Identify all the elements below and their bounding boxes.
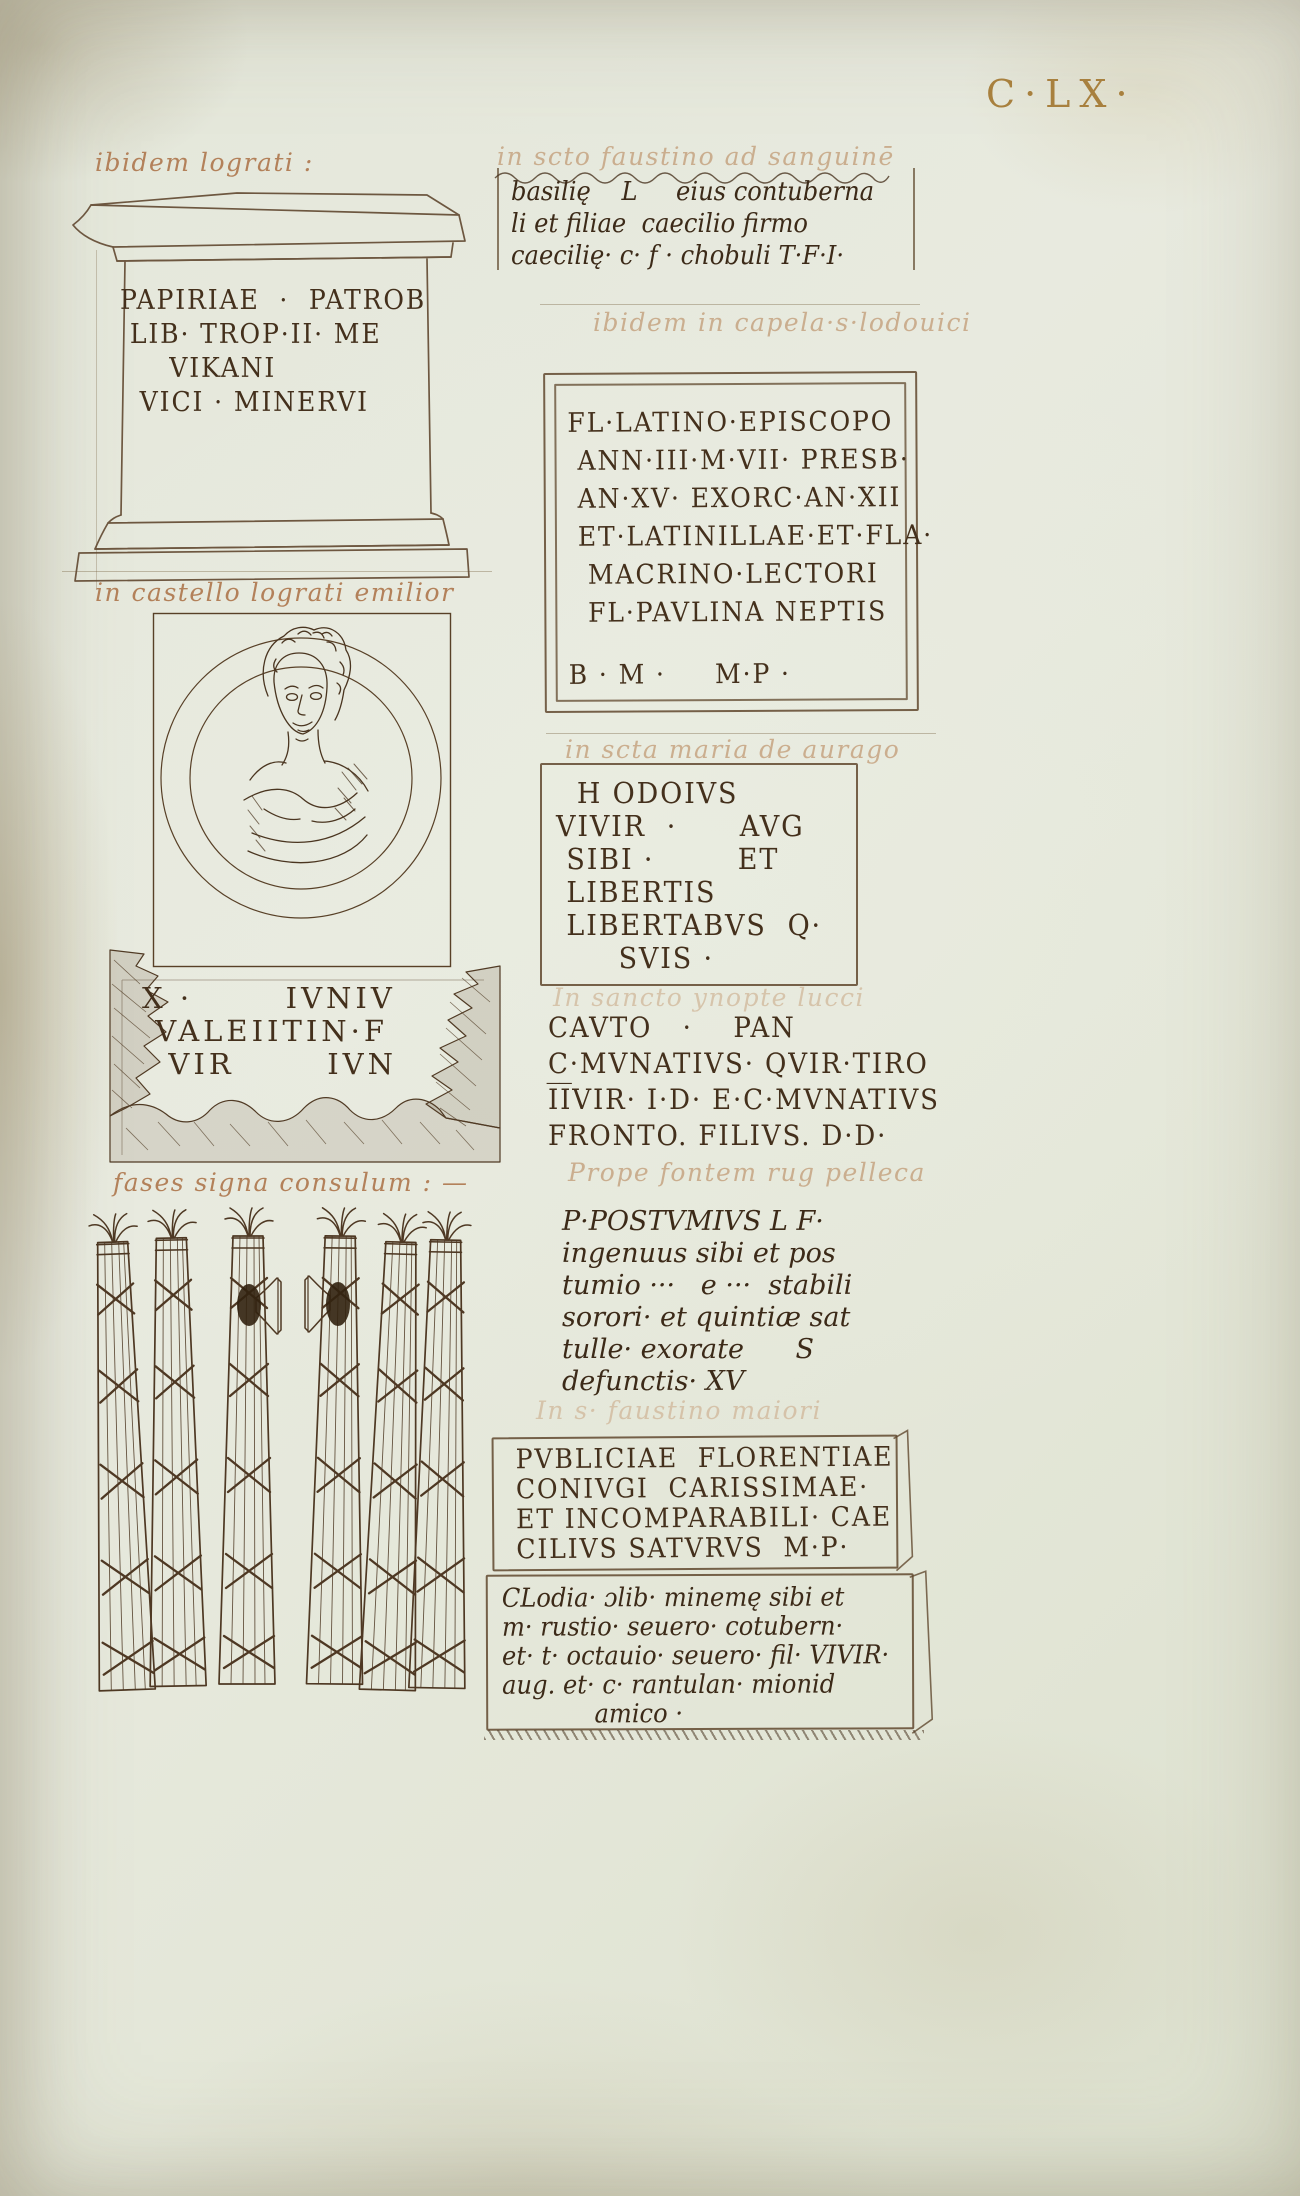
inscription-line: m· rustio· seuero· cotubern·: [501, 1611, 844, 1643]
inscription-line: SVIS ·: [556, 941, 714, 975]
inscription-line: PAPIRIAE · PATROB: [120, 285, 427, 316]
inscription-line: LIBERTIS: [556, 875, 717, 909]
inscription-line: AN·XV· EXORC·AN·XII: [567, 482, 902, 515]
inscription-line: MACRINO·LECTORI: [568, 558, 879, 591]
inscription-line: B · M · M·P ·: [568, 658, 791, 691]
rubric-fases-signa: fases signa consulum : —: [113, 1168, 469, 1197]
inscription-line: VIKANI: [120, 353, 277, 384]
inscription-line: et· t· octauio· seuero· fil· VIVIR·: [501, 1640, 890, 1672]
inscription-line: ET·LATINILLAE·ET·FLA·: [567, 519, 934, 553]
ruling-line: [540, 304, 920, 305]
inscription-line: ingenuus sibi et pos: [562, 1238, 836, 1269]
inscription-line: PVBLICIAE FLORENTIAE: [515, 1441, 894, 1476]
inscription-line: ANN·III·M·VII· PRESB·: [567, 444, 910, 477]
rubric-ibidem-in-capela: ibidem in capela·s·lodouici: [593, 308, 972, 337]
inscription-plaque-clodia: [486, 1573, 915, 1730]
inscription-line: sorori· et quintiæ sat: [562, 1302, 851, 1333]
inscription-basilie: [497, 168, 915, 270]
inscription-line: VIR IVN: [142, 1047, 397, 1081]
inscription-line: LIB· TROP·II· ME: [120, 319, 382, 350]
inscription-line: VALEIITIN·F: [142, 1014, 388, 1048]
rubric-in-sancto: In sancto ynopte lucci: [553, 983, 865, 1012]
inscription-line: H ODOIVS: [556, 776, 739, 810]
inscription-line: CAVTO · PAN: [548, 1011, 796, 1044]
axe-head-right: [237, 1278, 281, 1334]
bust-drawing: [244, 627, 368, 862]
inscription-line: CILIVS SATVRVS M·P·: [516, 1531, 850, 1566]
inscription-line: C·MVNATIVS· QVIR·TIRO: [548, 1047, 929, 1080]
rubric-in-castello: in castello lograti emilior: [95, 578, 455, 607]
rubric-in-scto-faustino: in scto faustino ad sanguinē: [497, 142, 895, 171]
inscription-line: aug. et· c· rantulan· mionid: [502, 1669, 836, 1701]
inscription-line: P·POSTVMIVS L F·: [562, 1206, 824, 1237]
inscription-iunius: [142, 982, 397, 1081]
inscription-line: SIBI · ET: [556, 842, 780, 876]
inscription-munatius: [548, 1010, 940, 1154]
inscription-line: VICI · MINERVI: [120, 387, 369, 418]
inscription-line: CONIVGI CARISSIMAE·: [515, 1471, 870, 1506]
portrait-medallion-drawing: [152, 612, 452, 968]
inscription-line: CLodia· ɔlib· minemę sibi et: [501, 1582, 845, 1614]
rubric-prope-fontem: Prope fontem rug pelleca: [568, 1158, 926, 1187]
inscription-plaque-hodoius: [540, 763, 858, 986]
inscription-line: LIBERTABVS Q·: [556, 908, 822, 942]
inscription-line: X · IVNIV: [142, 981, 396, 1015]
inscription-plaque-publiciae: [492, 1435, 899, 1572]
inscription-line: caecilię· c· f · chobuli T·F·I·: [511, 241, 845, 271]
inscription-plaque-fl-latino: [543, 371, 934, 713]
inscription-postumius: [562, 1206, 852, 1398]
inscription-line: tumio ··· e ··· stabili: [562, 1270, 853, 1301]
plaque-base-hatching: [484, 1730, 924, 1740]
inscription-papiriae: [120, 284, 426, 420]
fasces-drawing: [70, 1200, 480, 1700]
plaque-edge-fold: [891, 1428, 916, 1574]
folio-number: C·LX·: [986, 72, 1137, 116]
rubric-ibidem-lograti: ibidem lograti :: [95, 148, 314, 177]
ruling-line: [546, 733, 936, 734]
inscription-line: FL·PAVLINA NEPTIS: [568, 596, 888, 629]
inscription-line: basilię L eius contuberna: [511, 177, 875, 207]
inscription-line: ET INCOMPARABILI· CAE: [516, 1501, 893, 1536]
axe-head-left: [305, 1276, 350, 1332]
rubric-in-s-faustino: In s· faustino maiori: [536, 1396, 822, 1425]
inscription-line: FRONTO. FILIVS. D·D·: [548, 1119, 888, 1152]
inscription-line: amico ·: [502, 1699, 684, 1730]
inscription-line: VIVIR · AVG: [556, 809, 805, 843]
rubric-in-scta-maria: in scta maria de aurago: [565, 735, 901, 764]
plaque-edge-fold: [908, 1569, 935, 1737]
inscription-line: FL·LATINO·EPISCOPO: [567, 406, 894, 439]
inscription-line: I̅I̅VIR· I·D· E·C·MVNATIVS: [548, 1083, 940, 1116]
inscription-line: defunctis· XV: [562, 1366, 745, 1397]
inscription-line: li et filiae caecilio firmo: [511, 209, 808, 239]
inscription-line: tulle· exorate S: [562, 1334, 814, 1365]
